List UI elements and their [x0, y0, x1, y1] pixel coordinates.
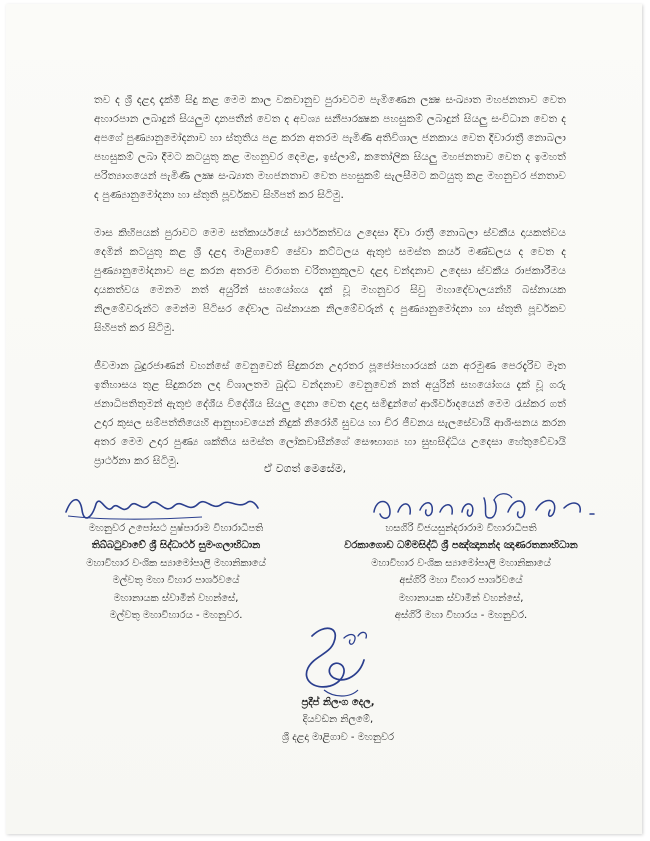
signatory-left-line-4: මල්වතු මහා විහාර පාර්ශවයේ: [112, 575, 240, 587]
signatory-right-line-4: අස්ගිරි මහා විහාර පාර්ශවයේ: [399, 575, 523, 587]
signatory-left-name: තිබ්බටුවාවේ ශ්‍රී සිද්ධාර්ථ සුමංගලාභිධාන: [91, 540, 261, 552]
letter-page: [6, 4, 642, 834]
paragraph-gratitude-donors: තව ද ශ්‍රී දළදා දැක්මී සිදු කළ මෙම කාල වකවානුව පුරාවටම පැමිණෙන ලක්‍ෂ සංඛ්‍යාත මහජනතාව වෙත අහාරපාන ලබාදුන් සියලුම දානපතීන් වෙත ද අවශ්‍ය සනීපාරක්‍ෂක පහසුකම් ලබාදුන් සියලු සංවිධාන වෙත ද අපගේ පුණ්‍යානුමෝදනාව හා ස්තුතිය පළ කරන අතරම පැමිණි අතිවිශාල ජනකාය වෙත දිවාරාත්‍රී නොබලා පහසුකම් ලබා දීමට කටයුතු කළ මහනුවර දෙමළ, ඉස්ලාම්, කතෝලික සියලු මහජනතාව වෙත ද ඉමහත් පරිත්‍යාගයෙන් පැමිණි ලක්‍ෂ සංඛ්‍යාත මහජනතාව වෙත පහසුකම් සැලසීමට කටයුතු කළ මහනුවර ජනතාව ද පුණ්‍යානුමෝදනා හා ස්තුති පූර්වකව සිහිපත් කර සිටිමු.: [94, 94, 566, 202]
signature-left-handwritten: [62, 490, 262, 524]
signatory-right-line-6: අස්ගිරි මහා විහාරය - මහනුවර.: [394, 610, 528, 622]
signatory-bottom-office: ශ්‍රී දළදා මාළිගාව - මහනුවර: [281, 731, 395, 743]
signature-bottom-handwritten: [294, 620, 384, 702]
paragraph-blessing: ජීවමාන බුදුරජාණන් වහන්සේ වෙනුවෙන් සිදුකරන උදාරතර පූජෝපහාරයක් යන අරමුණ පෙරදැරිව මෑත ඉතිහාසය තුළ සිදුකරන ලද විශාලතම බුද්ධ වන්දනාව වෙනුවෙන් නත් අයුරින් සහයෝගය දැක් වූ ගරු ජනාධිපතිතුමන් ඇතුළු දේශීය විදේශීය සියලු දෙනා වෙත දළදා සමිඳුන්ගේ ආශීර්වාදයෙන් මෙම රැස්කර ගත් උදාර කුසල සම්පත්තියෙහි ආනුභාවයෙන් නිදුක් නිරෝගී සුවය හා චිර ජීවනය සැලසේවායි ආශිංසනය කරන අතර මෙම උදාර පුණ්‍ය ශක්තිය සමස්ත ලෝකවාසීන්ගේ සෞභාග්‍ය හා සුභසිද්ධිය උදෙසා හේතුවේවායි ප්‍රාර්ථනා කර සිටිමු.: [94, 360, 566, 468]
signatory-left-line-6: මල්වතු මහාවිහාරය - මහනුවර.: [109, 610, 243, 622]
signatory-left: [56, 520, 296, 624]
signatory-bottom: [248, 694, 428, 746]
signatory-right-line-3: මහාවිහාර වංශික ස්‍යාමෝපාලි මහානිකායේ: [371, 557, 551, 569]
signatory-bottom-name: ප්‍රදීප් නිලංග දෙල,: [301, 697, 375, 708]
paragraph-gratitude-staff: මාස කිහිපයක් පුරාවට මෙම සත්කාර්යයේ සාර්ථකත්වය උදෙසා දිවා රාත්‍රී නොබලා ස්වකීය දායකත්වය දෙමින් කටයුතු කළ ශ්‍රී දළදා මාළිගාවේ සේවා කට්ටලය ඇතුළු සමස්ත කර්ය මණ්ඩලය ද වෙත ද පුණ්‍යානුමෝදනාව පළ කරන අතරම චිරාගත චරිතානුකූලව දළදා වන්දනාව උදෙසා ස්වකීය රාජකාරීමය දායකත්වය මෙනම නත් අයුරින් සහයෝගය දැක් වූ මහනුවර සිවු මහාදේවාලයන්හි බස්නායක නිලමේවරුන්ට මෙන්ම පිටිසර දේවාල බස්නායක නිලමේවරුන් ද පුණ්‍යානුමෝදනා හා ස්තුති පූර්වකව සිහිපත් කර සිටිමු.: [94, 227, 566, 335]
signatory-left-line-5: මහානායක ස්වාමීන් වහන්සේ,: [113, 592, 239, 604]
signatory-right: [336, 520, 586, 624]
signatory-right-line-5: මහානායක ස්වාමීන් වහන්සේ,: [398, 592, 524, 604]
signatory-left-line-1: මහනුවර උපෝසථ පුෂ්පාරාම විහාරාධිපති: [88, 523, 264, 534]
closing-line: ඒ වගත් මෙසේම,: [264, 462, 347, 475]
signatory-right-line-1: හසගිරි විජයසුන්දරාරාම විහාරාධිපති: [385, 523, 537, 534]
signatory-right-name: වරකාගොඩ ධම්මසිද්ධි ශ්‍රී පඤ්ඤානන්ද ඤාණරතනාභිධාන: [344, 540, 578, 552]
signatory-left-line-3: මහාවිහාර වංශික ස්‍යාමෝපාලි මහානිකායේ: [86, 557, 266, 569]
signatory-bottom-title: දියවඩන නිලමේ,: [302, 714, 374, 726]
